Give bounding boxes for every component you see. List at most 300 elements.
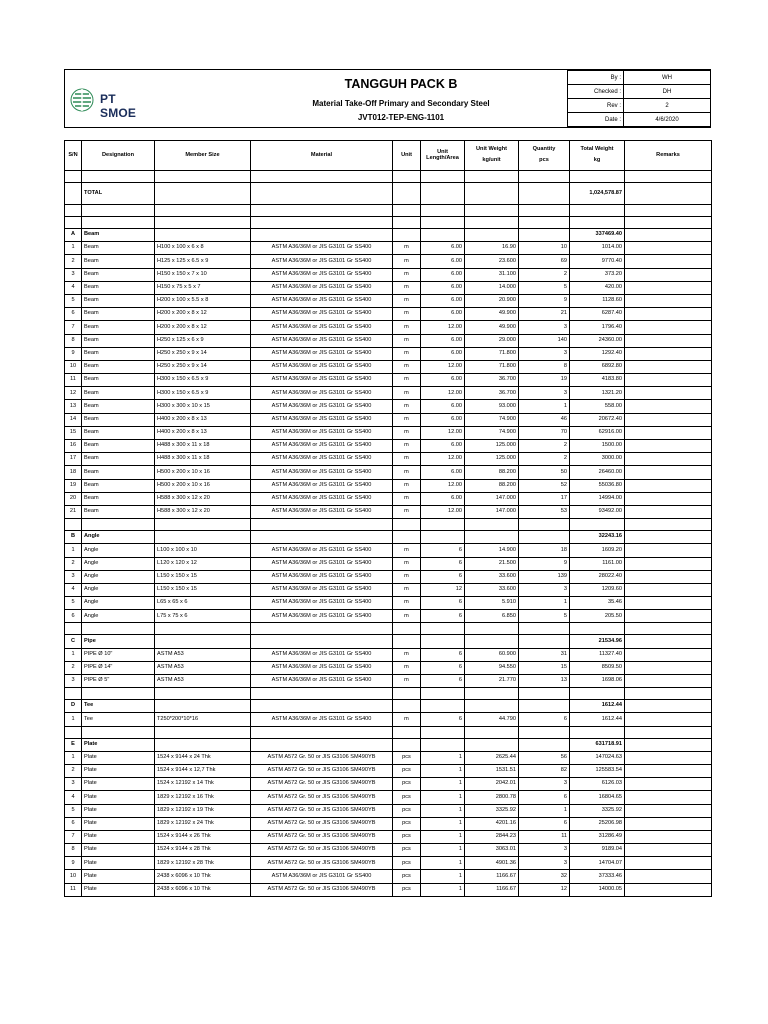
row-remarks xyxy=(625,387,712,400)
empty-cell xyxy=(625,217,712,229)
row-sn: 1 xyxy=(65,751,82,764)
row-unit: m xyxy=(393,453,421,466)
row-sn: 9 xyxy=(65,857,82,870)
table-row xyxy=(65,544,712,557)
row-sn: 5 xyxy=(65,804,82,817)
row-total-weight: 11327.40 xyxy=(570,648,625,661)
project-title: TANGGUH PACK B xyxy=(344,77,458,91)
row-total-weight: 558.00 xyxy=(570,400,625,413)
row-unit-length: 1 xyxy=(421,817,465,830)
empty-cell xyxy=(625,700,712,713)
row-unit: pcs xyxy=(393,778,421,791)
row-unit-length: 6.00 xyxy=(421,440,465,453)
row-unit-length: 6 xyxy=(421,557,465,570)
row-quantity: 3 xyxy=(519,844,570,857)
row-material: ASTM A36/36M or JIS G3101 Gr SS400 xyxy=(251,713,393,726)
empty-cell xyxy=(393,531,421,544)
empty-cell xyxy=(519,531,570,544)
empty-cell xyxy=(625,531,712,544)
table-row xyxy=(65,440,712,453)
col-sn: S/N xyxy=(65,141,82,171)
empty-cell xyxy=(251,531,393,544)
row-total-weight: 93492.00 xyxy=(570,505,625,518)
row-total-weight: 14704.07 xyxy=(570,857,625,870)
row-member-size: 1524 x 9144 x 28 Thk xyxy=(155,844,251,857)
spacer-row xyxy=(65,623,712,635)
empty-cell xyxy=(65,726,82,738)
row-total-weight: 6892.80 xyxy=(570,360,625,373)
empty-cell xyxy=(625,635,712,648)
row-sn: 13 xyxy=(65,400,82,413)
row-member-size: L65 x 65 x 6 xyxy=(155,597,251,610)
row-designation: Angle xyxy=(82,610,155,623)
row-remarks xyxy=(625,778,712,791)
row-unit: pcs xyxy=(393,844,421,857)
table-row xyxy=(65,321,712,334)
section-total: 32243.16 xyxy=(570,531,625,544)
empty-cell xyxy=(251,738,393,751)
row-quantity: 3 xyxy=(519,583,570,596)
row-designation: Plate xyxy=(82,817,155,830)
row-total-weight: 26460.00 xyxy=(570,466,625,479)
row-unit-weight: 31.100 xyxy=(465,268,519,281)
row-unit-length: 6 xyxy=(421,597,465,610)
row-total-weight: 9770.40 xyxy=(570,255,625,268)
empty-cell xyxy=(251,635,393,648)
row-quantity: 5 xyxy=(519,610,570,623)
row-designation: PIPE Ø 14" xyxy=(82,661,155,674)
row-unit-weight: 2844.23 xyxy=(465,830,519,843)
row-material: ASTM A36/36M or JIS G3101 Gr SS400 xyxy=(251,426,393,439)
table-row xyxy=(65,844,712,857)
section-total: 21534.96 xyxy=(570,635,625,648)
row-sn: 8 xyxy=(65,844,82,857)
row-designation: Beam xyxy=(82,387,155,400)
empty-cell xyxy=(155,738,251,751)
row-unit: m xyxy=(393,557,421,570)
row-unit-length: 12.00 xyxy=(421,426,465,439)
row-unit-length: 6.00 xyxy=(421,308,465,321)
row-unit: pcs xyxy=(393,817,421,830)
empty-cell xyxy=(155,183,251,205)
empty-cell xyxy=(155,205,251,217)
row-designation: Plate xyxy=(82,791,155,804)
row-remarks xyxy=(625,883,712,896)
empty-cell xyxy=(570,519,625,531)
row-designation: Beam xyxy=(82,426,155,439)
row-remarks xyxy=(625,544,712,557)
section-name: Plate xyxy=(82,738,155,751)
row-sn: 21 xyxy=(65,505,82,518)
row-quantity: 1 xyxy=(519,400,570,413)
row-designation: Beam xyxy=(82,268,155,281)
row-material: ASTM A572 Gr. 50 or JIS G3106 SM490YB xyxy=(251,830,393,843)
empty-cell xyxy=(625,229,712,242)
row-material: ASTM A36/36M or JIS G3101 Gr SS400 xyxy=(251,374,393,387)
row-material: ASTM A36/36M or JIS G3101 Gr SS400 xyxy=(251,268,393,281)
row-designation: Beam xyxy=(82,308,155,321)
row-member-size: H200 x 200 x 8 x 12 xyxy=(155,308,251,321)
empty-cell xyxy=(421,688,465,700)
grand-total-row xyxy=(65,183,712,205)
row-remarks xyxy=(625,661,712,674)
row-unit: pcs xyxy=(393,883,421,896)
row-unit-weight: 125.000 xyxy=(465,440,519,453)
row-unit: pcs xyxy=(393,830,421,843)
row-unit: m xyxy=(393,479,421,492)
row-remarks xyxy=(625,857,712,870)
col-quantity xyxy=(519,141,570,171)
row-member-size: H500 x 200 x 10 x 16 xyxy=(155,479,251,492)
row-designation: Angle xyxy=(82,583,155,596)
empty-cell xyxy=(82,726,155,738)
row-quantity: 140 xyxy=(519,334,570,347)
row-material: ASTM A36/36M or JIS G3101 Gr SS400 xyxy=(251,334,393,347)
empty-cell xyxy=(465,688,519,700)
row-unit: m xyxy=(393,544,421,557)
material-table xyxy=(64,140,712,897)
empty-cell xyxy=(465,171,519,183)
row-material: ASTM A572 Gr. 50 or JIS G3106 SM490YB xyxy=(251,804,393,817)
empty-cell xyxy=(251,183,393,205)
row-material: ASTM A572 Gr. 50 or JIS G3106 SM490YB xyxy=(251,778,393,791)
row-total-weight: 1209.60 xyxy=(570,583,625,596)
row-total-weight: 8509.50 xyxy=(570,661,625,674)
row-designation: PIPE Ø 5" xyxy=(82,675,155,688)
table-row xyxy=(65,242,712,255)
empty-cell xyxy=(393,519,421,531)
row-member-size: H488 x 300 x 11 x 18 xyxy=(155,453,251,466)
row-unit-weight: 36.700 xyxy=(465,387,519,400)
row-unit-length: 6.00 xyxy=(421,268,465,281)
row-designation: Beam xyxy=(82,360,155,373)
row-material: ASTM A36/36M or JIS G3101 Gr SS400 xyxy=(251,400,393,413)
row-unit-weight: 125.000 xyxy=(465,453,519,466)
row-remarks xyxy=(625,844,712,857)
row-quantity: 1 xyxy=(519,804,570,817)
company-name: PT SMOE xyxy=(100,92,137,120)
row-total-weight: 1612.44 xyxy=(570,713,625,726)
row-unit-weight: 23.600 xyxy=(465,255,519,268)
row-unit-weight: 21.770 xyxy=(465,675,519,688)
empty-cell xyxy=(421,623,465,635)
table-row xyxy=(65,360,712,373)
row-sn: 3 xyxy=(65,570,82,583)
row-total-weight: 1161.00 xyxy=(570,557,625,570)
row-remarks xyxy=(625,583,712,596)
row-total-weight: 62916.00 xyxy=(570,426,625,439)
row-sn: 19 xyxy=(65,479,82,492)
row-unit: m xyxy=(393,294,421,307)
quantity-label: Quantity xyxy=(532,146,556,153)
empty-cell xyxy=(421,205,465,217)
empty-cell xyxy=(625,623,712,635)
row-sn: 3 xyxy=(65,675,82,688)
table-row xyxy=(65,374,712,387)
row-designation: PIPE Ø 10" xyxy=(82,648,155,661)
row-sn: 10 xyxy=(65,870,82,883)
row-unit-length: 12.00 xyxy=(421,360,465,373)
col-unit: Unit xyxy=(393,141,421,171)
table-row xyxy=(65,479,712,492)
empty-cell xyxy=(465,519,519,531)
row-unit: pcs xyxy=(393,870,421,883)
row-unit-length: 6 xyxy=(421,675,465,688)
row-material: ASTM A36/36M or JIS G3101 Gr SS400 xyxy=(251,294,393,307)
table-row xyxy=(65,466,712,479)
row-remarks xyxy=(625,255,712,268)
row-total-weight: 3325.92 xyxy=(570,804,625,817)
empty-cell xyxy=(570,171,625,183)
row-quantity: 11 xyxy=(519,830,570,843)
empty-cell xyxy=(465,700,519,713)
row-member-size: 1524 x 9144 x 24 Thk xyxy=(155,751,251,764)
row-quantity: 9 xyxy=(519,294,570,307)
row-material: ASTM A36/36M or JIS G3101 Gr SS400 xyxy=(251,281,393,294)
row-unit-length: 6.00 xyxy=(421,413,465,426)
row-sn: 1 xyxy=(65,544,82,557)
row-unit-weight: 4901.36 xyxy=(465,857,519,870)
row-quantity: 19 xyxy=(519,374,570,387)
section-total: 337469.40 xyxy=(570,229,625,242)
row-sn: 11 xyxy=(65,883,82,896)
table-row xyxy=(65,255,712,268)
row-sn: 7 xyxy=(65,321,82,334)
table-row xyxy=(65,751,712,764)
row-material: ASTM A36/36M or JIS G3101 Gr SS400 xyxy=(251,661,393,674)
row-unit: m xyxy=(393,242,421,255)
row-unit-weight: 33.600 xyxy=(465,570,519,583)
row-unit-weight: 71.800 xyxy=(465,360,519,373)
row-unit-weight: 2625.44 xyxy=(465,751,519,764)
row-unit: m xyxy=(393,505,421,518)
table-row xyxy=(65,791,712,804)
empty-cell xyxy=(519,688,570,700)
table-row xyxy=(65,778,712,791)
row-remarks xyxy=(625,479,712,492)
row-remarks xyxy=(625,281,712,294)
row-unit-length: 1 xyxy=(421,844,465,857)
row-member-size: 1524 x 9144 x 12,7 Thk xyxy=(155,764,251,777)
section-total: 1612.44 xyxy=(570,700,625,713)
empty-cell xyxy=(393,229,421,242)
row-member-size: H500 x 200 x 10 x 16 xyxy=(155,466,251,479)
table-row xyxy=(65,492,712,505)
row-unit-weight: 88.200 xyxy=(465,466,519,479)
empty-cell xyxy=(393,623,421,635)
empty-cell xyxy=(65,205,82,217)
row-remarks xyxy=(625,830,712,843)
empty-cell xyxy=(251,519,393,531)
empty-cell xyxy=(251,726,393,738)
empty-cell xyxy=(519,700,570,713)
table-row xyxy=(65,764,712,777)
row-unit-length: 1 xyxy=(421,791,465,804)
table-row xyxy=(65,294,712,307)
empty-cell xyxy=(393,688,421,700)
empty-cell xyxy=(519,738,570,751)
row-unit-weight: 147.000 xyxy=(465,505,519,518)
document-header xyxy=(64,69,711,128)
row-designation: Beam xyxy=(82,453,155,466)
row-total-weight: 37333.46 xyxy=(570,870,625,883)
total-weight-unit: kg xyxy=(593,157,601,164)
revision-block xyxy=(567,70,711,127)
row-designation: Beam xyxy=(82,479,155,492)
empty-cell xyxy=(82,171,155,183)
document-subtitle: Material Take-Off Primary and Secondary Steel xyxy=(312,99,490,108)
row-designation: Angle xyxy=(82,544,155,557)
empty-cell xyxy=(393,217,421,229)
row-unit-weight: 60.900 xyxy=(465,648,519,661)
row-sn: 2 xyxy=(65,661,82,674)
row-unit-weight: 3063.01 xyxy=(465,844,519,857)
empty-cell xyxy=(625,171,712,183)
row-unit: m xyxy=(393,440,421,453)
row-sn: 6 xyxy=(65,610,82,623)
empty-cell xyxy=(155,519,251,531)
row-member-size: H400 x 200 x 8 x 13 xyxy=(155,426,251,439)
row-material: ASTM A36/36M or JIS G3101 Gr SS400 xyxy=(251,505,393,518)
row-unit-weight: 20.900 xyxy=(465,294,519,307)
empty-cell xyxy=(251,229,393,242)
row-member-size: H100 x 100 x 6 x 8 xyxy=(155,242,251,255)
row-unit: m xyxy=(393,400,421,413)
row-total-weight: 14994.00 xyxy=(570,492,625,505)
row-sn: 9 xyxy=(65,347,82,360)
empty-cell xyxy=(393,726,421,738)
section-name: Beam xyxy=(82,229,155,242)
empty-cell xyxy=(570,688,625,700)
table-row xyxy=(65,610,712,623)
row-designation: Plate xyxy=(82,830,155,843)
empty-cell xyxy=(421,700,465,713)
row-designation: Beam xyxy=(82,242,155,255)
row-sn: 14 xyxy=(65,413,82,426)
table-row xyxy=(65,387,712,400)
row-unit: m xyxy=(393,713,421,726)
checked-label: Checked : xyxy=(568,85,624,99)
row-quantity: 82 xyxy=(519,764,570,777)
empty-cell xyxy=(82,519,155,531)
row-sn: 18 xyxy=(65,466,82,479)
row-unit-length: 12.00 xyxy=(421,505,465,518)
unit-weight-label: Unit Weight xyxy=(476,146,507,153)
empty-cell xyxy=(155,229,251,242)
empty-cell xyxy=(155,635,251,648)
empty-cell xyxy=(625,738,712,751)
mto-sheet xyxy=(64,69,711,892)
row-unit-weight: 33.600 xyxy=(465,583,519,596)
spacer-row xyxy=(65,726,712,738)
row-unit: m xyxy=(393,648,421,661)
section-total: 631718.91 xyxy=(570,738,625,751)
row-total-weight: 24360.00 xyxy=(570,334,625,347)
row-material: ASTM A572 Gr. 50 or JIS G3106 SM490YB xyxy=(251,791,393,804)
empty-cell xyxy=(519,519,570,531)
row-sn: 3 xyxy=(65,778,82,791)
row-remarks xyxy=(625,453,712,466)
row-designation: Beam xyxy=(82,400,155,413)
row-sn: 2 xyxy=(65,255,82,268)
row-sn: 4 xyxy=(65,791,82,804)
row-unit: pcs xyxy=(393,751,421,764)
empty-cell xyxy=(625,183,712,205)
empty-cell xyxy=(570,726,625,738)
table-row xyxy=(65,281,712,294)
row-unit-weight: 1531.51 xyxy=(465,764,519,777)
grand-total-label: TOTAL xyxy=(82,183,155,205)
row-unit: pcs xyxy=(393,764,421,777)
row-material: ASTM A36/36M or JIS G3101 Gr SS400 xyxy=(251,440,393,453)
row-total-weight: 20672.40 xyxy=(570,413,625,426)
row-designation: Plate xyxy=(82,778,155,791)
row-unit-weight: 4201.16 xyxy=(465,817,519,830)
table-row xyxy=(65,804,712,817)
row-unit-weight: 16.90 xyxy=(465,242,519,255)
empty-cell xyxy=(519,171,570,183)
row-unit: m xyxy=(393,675,421,688)
row-unit-length: 6.00 xyxy=(421,255,465,268)
row-unit-weight: 36.700 xyxy=(465,374,519,387)
row-remarks xyxy=(625,597,712,610)
section-header-row xyxy=(65,531,712,544)
empty-cell xyxy=(155,217,251,229)
row-material: ASTM A36/36M or JIS G3101 Gr SS400 xyxy=(251,255,393,268)
col-material: Material xyxy=(251,141,393,171)
total-weight-label: Total Weight xyxy=(580,146,614,153)
row-remarks xyxy=(625,374,712,387)
empty-cell xyxy=(570,217,625,229)
row-total-weight: 1292.40 xyxy=(570,347,625,360)
row-remarks xyxy=(625,466,712,479)
empty-cell xyxy=(421,531,465,544)
empty-cell xyxy=(570,205,625,217)
row-unit: pcs xyxy=(393,857,421,870)
row-member-size: 1829 x 12192 x 19 Thk xyxy=(155,804,251,817)
empty-cell xyxy=(155,623,251,635)
row-unit-weight: 71.800 xyxy=(465,347,519,360)
empty-cell xyxy=(393,183,421,205)
row-member-size: H250 x 250 x 9 x 14 xyxy=(155,360,251,373)
row-member-size: 1524 x 12192 x 14 Thk xyxy=(155,778,251,791)
row-member-size: L150 x 150 x 15 xyxy=(155,583,251,596)
row-unit: m xyxy=(393,308,421,321)
table-row xyxy=(65,830,712,843)
col-remarks: Remarks xyxy=(625,141,712,171)
row-sn: 6 xyxy=(65,817,82,830)
row-member-size: 1829 x 12192 x 24 Thk xyxy=(155,817,251,830)
row-quantity: 1 xyxy=(519,597,570,610)
row-total-weight: 1609.20 xyxy=(570,544,625,557)
row-unit: m xyxy=(393,426,421,439)
col-member-size: Member Size xyxy=(155,141,251,171)
row-total-weight: 28022.40 xyxy=(570,570,625,583)
row-unit-weight: 14.900 xyxy=(465,544,519,557)
row-unit: m xyxy=(393,360,421,373)
row-quantity: 2 xyxy=(519,268,570,281)
row-sn: 11 xyxy=(65,374,82,387)
checked-value: DH xyxy=(624,85,711,99)
row-unit-weight: 2800.78 xyxy=(465,791,519,804)
section-header-row xyxy=(65,738,712,751)
row-material: ASTM A36/36M or JIS G3101 Gr SS400 xyxy=(251,413,393,426)
row-quantity: 15 xyxy=(519,661,570,674)
row-unit: m xyxy=(393,321,421,334)
row-unit-weight: 2042.01 xyxy=(465,778,519,791)
row-quantity: 13 xyxy=(519,675,570,688)
row-unit-weight: 49.900 xyxy=(465,321,519,334)
